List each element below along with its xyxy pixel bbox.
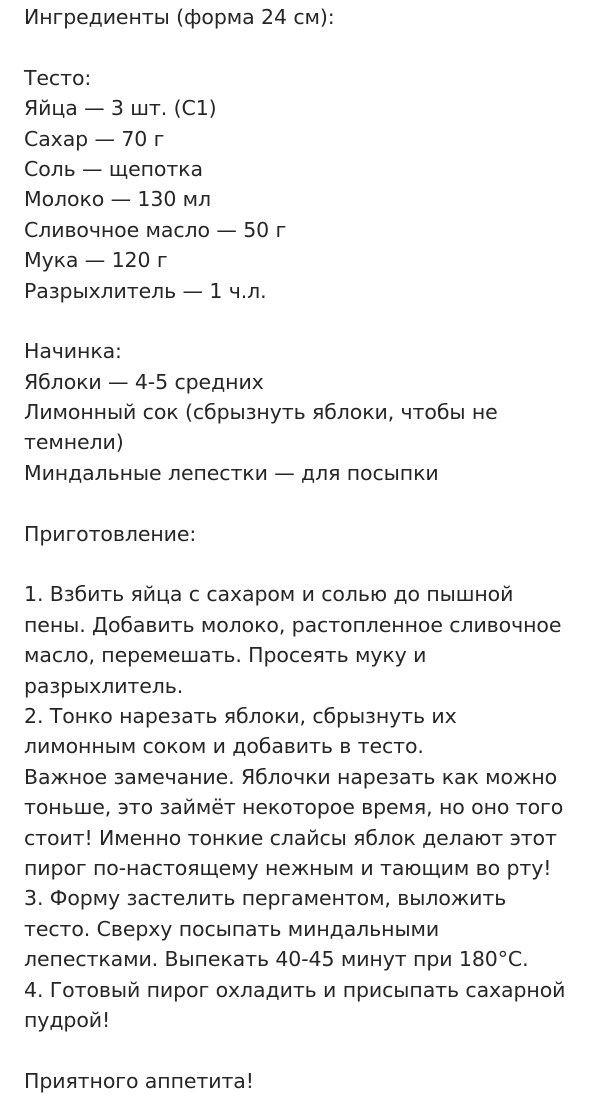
preparation-line: лепестками. Выпекать 40-45 минут при 180°С. bbox=[24, 947, 529, 972]
preparation-line: пудрой! bbox=[24, 1007, 111, 1032]
dough-item: Сливочное масло — 50 г bbox=[24, 217, 287, 242]
dough-item: Молоко — 130 мл bbox=[24, 187, 212, 212]
spacer bbox=[24, 549, 590, 579]
dough-item: Сахар — 70 г bbox=[24, 126, 165, 151]
dough-heading: Тесто: bbox=[24, 65, 92, 90]
spacer bbox=[24, 1035, 590, 1065]
preparation-line: лимонным соком и добавить в тесто. bbox=[24, 734, 424, 759]
dough-item: Соль — щепотка bbox=[24, 156, 203, 181]
filling-heading: Начинка: bbox=[24, 339, 122, 364]
spacer bbox=[24, 306, 590, 336]
preparation-line: стоит! Именно тонкие слайсы яблок делают этот bbox=[24, 825, 557, 850]
preparation-line: масло, перемешать. Просеять муку и bbox=[24, 643, 427, 668]
preparation-line: разрыхлитель. bbox=[24, 673, 184, 698]
preparation-line: тесто. Сверху посыпать миндальными bbox=[24, 916, 440, 941]
preparation-line: 4. Готовый пирог охладить и присыпать сахарной bbox=[24, 977, 566, 1002]
closing-text: Приятного аппетита! bbox=[24, 1068, 254, 1093]
spacer bbox=[24, 488, 590, 518]
filling-item: Лимонный сок (сбрызнуть яблоки, чтобы не bbox=[24, 400, 498, 425]
preparation-line: 1. Взбить яйца с сахаром и солью до пышной bbox=[24, 582, 514, 607]
preparation-line: пены. Добавить молоко, растопленное сливочное bbox=[24, 612, 562, 637]
spacer bbox=[24, 32, 590, 62]
preparation-heading: Приготовление: bbox=[24, 521, 197, 546]
preparation-line: пирог по-настоящему нежным и тающим во рту! bbox=[24, 855, 552, 880]
preparation-line: Важное замечание. Яблочки нарезать как можно bbox=[24, 764, 558, 789]
filling-item: Миндальные лепестки — для посыпки bbox=[24, 460, 439, 485]
recipe-text bbox=[24, 2, 590, 1096]
filling-item: Яблоки — 4-5 средних bbox=[24, 369, 264, 394]
preparation-line: 3. Форму застелить пергаментом, выложить bbox=[24, 886, 507, 911]
filling-item: темнели) bbox=[24, 430, 124, 455]
dough-item: Мука — 120 г bbox=[24, 248, 168, 273]
dough-item: Разрыхлитель — 1 ч.л. bbox=[24, 278, 267, 303]
preparation-line: тоньше, это займёт некоторое время, но оно того bbox=[24, 795, 564, 820]
dough-item: Яйца — 3 шт. (С1) bbox=[24, 96, 217, 121]
preparation-line: 2. Тонко нарезать яблоки, сбрызнуть их bbox=[24, 703, 457, 728]
ingredients-title: Ингредиенты (форма 24 см): bbox=[24, 5, 335, 29]
